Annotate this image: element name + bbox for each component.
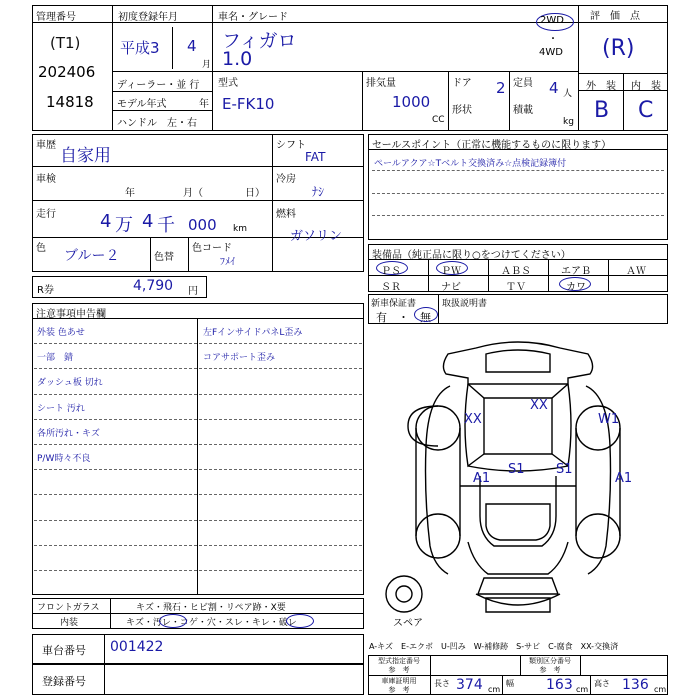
- engine-label: 排気量: [366, 78, 396, 89]
- score-value: (R): [602, 36, 635, 61]
- engine-value: 1000: [392, 93, 431, 111]
- sales-label: セールスポイント（正常に機能するものに限ります）: [372, 140, 612, 151]
- note-left-0: 外装 色あせ: [37, 328, 85, 338]
- shape-label: 形状: [452, 105, 472, 116]
- interior-text: キズ・汚レ・コゲ・穴・スレ・キレ・破レ: [126, 618, 297, 628]
- aircon-label: 冷房: [276, 174, 296, 185]
- shift-value: FAT: [305, 150, 326, 164]
- mileage-unit: km: [233, 224, 247, 234]
- spec-width-unit: cm: [576, 685, 589, 694]
- recycle-value: 4,790: [133, 278, 174, 294]
- notes-section: [32, 303, 364, 595]
- glass-text: キズ・飛石・ヒビ割・リペア跡・X要: [136, 603, 286, 613]
- ext-label: 外 装: [586, 81, 616, 92]
- spec-height: 136: [622, 677, 649, 693]
- color-code-label: 色コード: [192, 243, 232, 254]
- fuel-value: ガソリン: [290, 229, 343, 244]
- warranty-value: 有 ・ 無: [376, 311, 431, 324]
- spec-width: 163: [546, 677, 573, 693]
- capacity-label: 定員: [513, 78, 533, 89]
- note-right-0: 左FインサイドパネL歪み: [203, 328, 303, 338]
- mileage-u1: 万: [115, 215, 133, 236]
- load-label: 積載: [513, 105, 533, 116]
- note-left-5: P/W時々不良: [37, 454, 91, 464]
- capacity-unit: 人: [563, 89, 573, 99]
- mark-xx-1: XX: [464, 412, 482, 427]
- drive-4wd: 4WD: [539, 47, 563, 58]
- history-value: 自家用: [60, 146, 111, 166]
- spec-length-label: 長さ: [434, 679, 450, 688]
- spec-type-label: 型式指定番号 参 考: [378, 657, 420, 674]
- sales-line1: ペールアクア☆Tベルト交換済み☆点検記録簿付: [374, 159, 567, 169]
- unit-no-label: 車台番号: [42, 644, 86, 657]
- manual-label: 取扱説明書: [442, 299, 488, 309]
- interior-label: 内装: [60, 618, 79, 628]
- dealer-label: ディーラー・並 行: [117, 80, 200, 91]
- equip-ps: ＰＳ: [381, 266, 401, 277]
- mileage-val2: 4: [142, 211, 154, 232]
- spec-height-label: 高さ: [594, 679, 610, 688]
- note-left-4: 各所汚れ・キズ: [37, 428, 100, 439]
- mileage-val1: 4: [100, 211, 112, 232]
- int-value: C: [638, 98, 654, 123]
- equip-label: 装備品（純正品に限り○をつけてください）: [372, 250, 571, 261]
- notes-label: 注意事項申告欄: [36, 309, 106, 320]
- history-label: 車歴: [36, 140, 56, 151]
- note-left-3: シート 汚れ: [37, 403, 85, 414]
- mark-s1-right: S1: [556, 462, 573, 477]
- car-name: フィガロ: [222, 30, 297, 52]
- reg-era: 平成3: [120, 39, 160, 57]
- score-label: 評 価 点: [590, 11, 640, 22]
- warranty-label: 新車保証書: [371, 299, 417, 309]
- inspection-day: 日）: [245, 188, 265, 199]
- unit-no-value: 001422: [110, 639, 164, 655]
- equip-leather: カワ: [566, 282, 586, 293]
- spec-length-unit: cm: [488, 685, 501, 694]
- mileage-u2: 千: [157, 215, 175, 236]
- note-left-1: 一部 錆: [37, 353, 74, 364]
- shift-label: シフト: [276, 140, 306, 151]
- equip-airbag: エアＢ: [561, 266, 591, 277]
- equip-sr: ＳＲ: [381, 282, 401, 293]
- engine-unit: CC: [432, 115, 445, 125]
- inspection-label: 車検: [36, 174, 56, 185]
- model-year-label: モデル年式: [117, 99, 167, 110]
- mileage-val3: 000: [188, 216, 217, 234]
- car-grade: 1.0: [222, 48, 253, 70]
- int-label: 内 装: [631, 81, 661, 92]
- door-label: ドア: [452, 78, 472, 89]
- reg-month-unit: 月: [202, 60, 212, 70]
- color-code-value: ﾌﾒｲ: [220, 257, 235, 268]
- color-change-label: 色替: [154, 252, 174, 263]
- recycle-unit: 円: [188, 286, 198, 297]
- color-value: ブルー２: [64, 248, 120, 264]
- mgmt-code: (T1): [50, 34, 81, 52]
- car-label: 車名・グレード: [218, 12, 288, 23]
- load-unit: kg: [563, 117, 574, 127]
- mileage-label: 走行: [36, 209, 56, 220]
- plate-label: 登録番号: [42, 675, 86, 688]
- spec-height-unit: cm: [654, 685, 667, 694]
- mark-a1-left: A1: [473, 471, 491, 486]
- note-right-1: コアサポート歪み: [203, 353, 276, 364]
- recycle-label: R券: [37, 285, 54, 296]
- equip-navi: ナビ: [441, 282, 461, 293]
- note-left-2: ダッシュ板 切れ: [37, 378, 103, 389]
- reg-month: 4: [187, 37, 197, 55]
- spare-label: スペア: [393, 618, 423, 629]
- spec-class-label: 類別区分番号 参 考: [529, 657, 571, 674]
- inspection-month: 月（: [183, 188, 203, 199]
- handle-label: ハンドル 左・右: [117, 118, 197, 129]
- color-label: 色: [36, 243, 46, 254]
- equip-aw: ＡＷ: [626, 266, 646, 277]
- glass-label: フロントガラス: [37, 603, 100, 613]
- drive-2wd: 2WD: [540, 15, 564, 26]
- mark-xx-2: XX: [530, 398, 548, 413]
- recycle-section: [32, 276, 207, 298]
- mgmt-num1: 202406: [38, 63, 96, 81]
- model-value: E-FK10: [222, 95, 275, 113]
- drive-dot: ・: [548, 34, 558, 45]
- equip-abs: ＡＢＳ: [501, 266, 531, 277]
- mgmt-num2: 14818: [46, 93, 94, 111]
- door-value: 2: [496, 79, 506, 97]
- capacity-value: 4: [549, 79, 559, 97]
- model-label: 型式: [218, 78, 238, 89]
- mark-w1: W1: [598, 412, 620, 427]
- mgmt-label: 管理番号: [36, 12, 76, 23]
- model-year-unit: 年: [199, 99, 209, 110]
- legend-text: A-キズ E-エクボ U-凹み W-補修跡 S-サビ C-腐食 XX-交換済: [369, 642, 619, 651]
- mark-a1-right: A1: [615, 471, 633, 486]
- equip-pw: ＰＷ: [441, 266, 461, 277]
- spec-width-label: 幅: [506, 679, 514, 688]
- fuel-label: 燃料: [276, 209, 296, 220]
- mark-s1-left: S1: [508, 462, 525, 477]
- equip-tv: ＴＶ: [506, 282, 526, 293]
- reg-label: 初度登録年月: [118, 12, 178, 23]
- spec-cert-label: 車庫証明用 参 考: [381, 677, 417, 694]
- aircon-value: ﾅｼ: [312, 185, 325, 199]
- ext-value: B: [594, 98, 610, 123]
- spec-length: 374: [456, 677, 483, 693]
- inspection-year: 年: [125, 188, 135, 199]
